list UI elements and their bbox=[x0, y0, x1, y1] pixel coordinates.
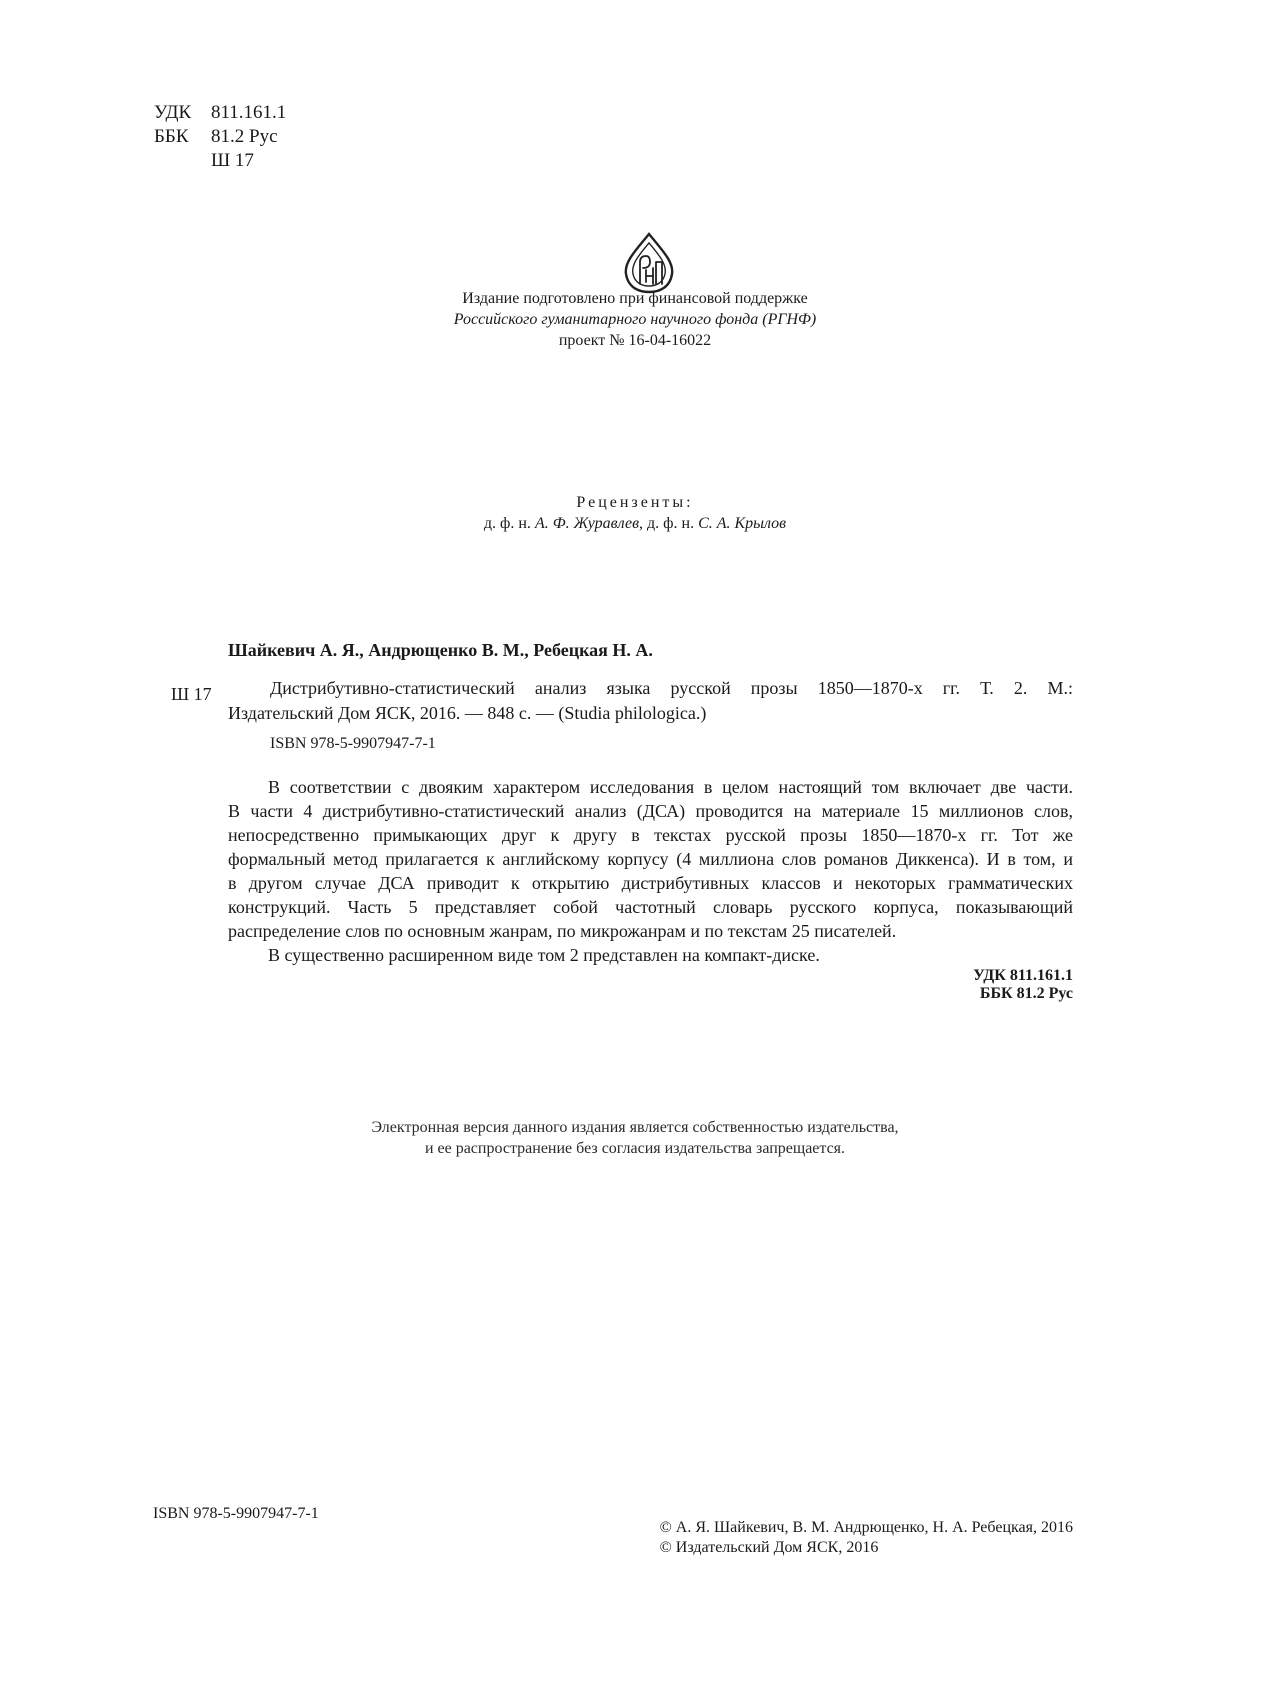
copyright-block bbox=[573, 1518, 1073, 1558]
copyright-publisher: © Издательский Дом ЯСК, 2016 bbox=[659, 1539, 879, 1556]
reviewers-heading: Рецензенты: bbox=[576, 494, 694, 511]
rgnf-logo bbox=[622, 232, 676, 294]
abstract-line: В части 4 дистрибутивно-статистический анализ (ДСА) проводится на материале 15 миллионов слов, bbox=[228, 801, 1073, 821]
abstract-line: формальный метод прилагается к английскому корпусу (4 миллиона слов романов Диккенса). И в том, и bbox=[228, 849, 1073, 869]
reviewer-2-degree: д. ф. н. bbox=[647, 515, 695, 532]
bib-title-line-1: Дистрибутивно-статистический анализ языка русской прозы 1850—1870-х гг. Т. 2. М.: bbox=[270, 678, 1073, 698]
bbk-label: ББК bbox=[154, 126, 189, 147]
bib-title-line-2: Издательский Дом ЯСК, 2016. — 848 с. — (Studia philologica.) bbox=[228, 703, 707, 723]
author-mark: Ш 17 bbox=[211, 150, 254, 171]
bib-isbn: ISBN 978-5-9907947-7-1 bbox=[270, 735, 436, 752]
reviewer-1-degree: д. ф. н. bbox=[483, 515, 531, 532]
abstract-line: в другом случае ДСА приводит к открытию дистрибутивных классов и некоторых грамматических bbox=[228, 873, 1073, 893]
udk-label: УДК bbox=[154, 102, 192, 123]
copyright-lines bbox=[660, 1518, 1073, 1558]
index-bbk: ББК 81.2 Рус bbox=[979, 985, 1073, 1002]
notice-line-2: и ее распространение без согласия издательства запрещается. bbox=[424, 1140, 846, 1157]
udk-value: 811.161.1 bbox=[211, 102, 287, 123]
funding-line-2: Российского гуманитарного научного фонда (РГНФ) bbox=[453, 311, 817, 328]
funding-note bbox=[0, 288, 1270, 351]
reviewer-2-name: С. А. Крылов bbox=[698, 515, 787, 532]
abstract-line: непосредственно примыкающих друг к другу в текстах русской прозы 1850—1870-х гг. Тот же bbox=[228, 825, 1073, 845]
udk-row bbox=[154, 101, 286, 125]
index-codes bbox=[773, 967, 1073, 1003]
reviewers-list bbox=[0, 513, 1270, 534]
index-udk: УДК 811.161.1 bbox=[973, 967, 1073, 984]
bib-author-mark: Ш 17 bbox=[171, 684, 212, 704]
abstract bbox=[228, 775, 1073, 967]
reviewers bbox=[0, 492, 1270, 534]
abstract-cd-line: В существенно расширенном виде том 2 представлен на компакт-диске. bbox=[268, 945, 820, 965]
reviewer-1-name: А. Ф. Журавлев bbox=[534, 515, 640, 532]
bbk-value: 81.2 Рус bbox=[211, 126, 278, 147]
abstract-line: распределение слов по основным жанрам, по микрожанрам и по текстам 25 писателей. bbox=[228, 921, 897, 941]
author-mark-row bbox=[154, 149, 286, 173]
notice-line-1: Электронная версия данного издания является собственностью издательства, bbox=[371, 1119, 899, 1136]
electronic-notice bbox=[0, 1117, 1270, 1159]
abstract-line: конструкций. Часть 5 представляет собой частотный словарь русского корпуса, показывающий bbox=[228, 897, 1073, 917]
bbk-row bbox=[154, 125, 286, 149]
abstract-line: В соответствии с двояким характером исследования в целом настоящий том включает две части. bbox=[268, 777, 1073, 797]
copyright-authors: © А. Я. Шайкевич, В. М. Андрющенко, Н. А. Ребецкая, 2016 bbox=[659, 1519, 1073, 1536]
reviewer-separator: , bbox=[639, 515, 644, 532]
footer-isbn: ISBN 978-5-9907947-7-1 bbox=[153, 1505, 319, 1522]
funding-project: проект № 16-04-16022 bbox=[558, 332, 712, 349]
bib-authors: Шайкевич А. Я., Андрющенко В. М., Ребецкая Н. А. bbox=[228, 640, 653, 660]
classification-codes bbox=[154, 101, 286, 173]
funding-line-1: Издание подготовлено при финансовой поддержке bbox=[462, 290, 808, 307]
